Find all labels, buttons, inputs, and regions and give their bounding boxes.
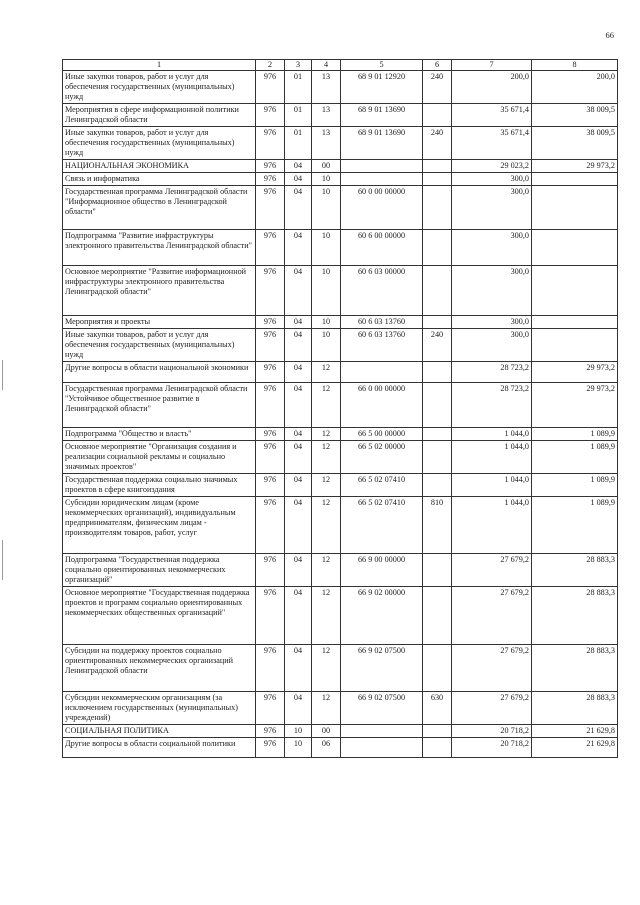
- amount-year2-cell: [532, 329, 618, 362]
- amount-year1-cell: 1 044,0: [452, 474, 532, 497]
- code-cell: 976: [256, 692, 285, 725]
- expense-type-cell: [423, 441, 452, 474]
- section-cell: 04: [285, 441, 312, 474]
- section-cell: 01: [285, 104, 312, 127]
- target-article-cell: 60 6 03 13760: [341, 329, 423, 362]
- table-row: [63, 725, 618, 738]
- amount-year1-cell: 300,0: [452, 230, 532, 266]
- row-description: Субсидии на поддержку проектов социально ориентированных некоммерческих организаций Ленинградской области: [63, 645, 256, 692]
- target-article-cell: 66 5 00 00000: [341, 428, 423, 441]
- section-cell: 10: [285, 738, 312, 758]
- amount-year2-cell: [532, 230, 618, 266]
- row-description: Основное мероприятие "Государственная поддержка проектов и программ социально ориентированных некоммерческих общественных организаций": [63, 587, 256, 645]
- target-article-cell: 68 9 01 12920: [341, 71, 423, 104]
- amount-year2-cell: 38 009,5: [532, 104, 618, 127]
- section-cell: 04: [285, 474, 312, 497]
- expense-type-cell: [423, 104, 452, 127]
- expense-type-cell: 240: [423, 329, 452, 362]
- subsection-cell: 13: [312, 127, 341, 160]
- section-cell: 04: [285, 428, 312, 441]
- amount-year1-cell: 27 679,2: [452, 692, 532, 725]
- amount-year1-cell: 20 718,2: [452, 725, 532, 738]
- amount-year2-cell: [532, 186, 618, 230]
- section-cell: 01: [285, 127, 312, 160]
- scan-edge-mark: [2, 540, 3, 580]
- subsection-cell: 10: [312, 186, 341, 230]
- header-cell: 3: [285, 60, 312, 71]
- amount-year1-cell: 27 679,2: [452, 554, 532, 587]
- header-cell: 2: [256, 60, 285, 71]
- table-row: [63, 738, 618, 758]
- subsection-cell: 12: [312, 428, 341, 441]
- amount-year2-cell: [532, 316, 618, 329]
- amount-year2-cell: 29 973,2: [532, 160, 618, 173]
- row-description: НАЦИОНАЛЬНАЯ ЭКОНОМИКА: [63, 160, 256, 173]
- table-row: [63, 441, 618, 474]
- row-description: Иные закупки товаров, работ и услуг для обеспечения государственных (муниципальных) нужд: [63, 127, 256, 160]
- expense-type-cell: [423, 383, 452, 428]
- row-description: Связь и информатика: [63, 173, 256, 186]
- header-cell: 8: [532, 60, 618, 71]
- expense-type-cell: 630: [423, 692, 452, 725]
- header-cell: 6: [423, 60, 452, 71]
- amount-year2-cell: 1 089,9: [532, 428, 618, 441]
- target-article-cell: [341, 173, 423, 186]
- code-cell: 976: [256, 71, 285, 104]
- table-row: [63, 329, 618, 362]
- amount-year2-cell: 1 089,9: [532, 474, 618, 497]
- amount-year2-cell: 28 883,3: [532, 587, 618, 645]
- code-cell: 976: [256, 645, 285, 692]
- expense-type-cell: [423, 266, 452, 316]
- row-description: Иные закупки товаров, работ и услуг для обеспечения государственных (муниципальных) нужд: [63, 329, 256, 362]
- code-cell: 976: [256, 474, 285, 497]
- code-cell: 976: [256, 127, 285, 160]
- amount-year2-cell: 28 883,3: [532, 554, 618, 587]
- amount-year1-cell: 1 044,0: [452, 428, 532, 441]
- target-article-cell: 68 9 01 13690: [341, 104, 423, 127]
- target-article-cell: 66 9 02 00000: [341, 587, 423, 645]
- code-cell: 976: [256, 554, 285, 587]
- amount-year1-cell: 1 044,0: [452, 497, 532, 554]
- amount-year2-cell: 28 883,3: [532, 692, 618, 725]
- amount-year2-cell: [532, 266, 618, 316]
- section-cell: 04: [285, 383, 312, 428]
- expense-type-cell: 240: [423, 127, 452, 160]
- amount-year2-cell: 38 009,5: [532, 127, 618, 160]
- row-description: Подпрограмма "Общество и власть": [63, 428, 256, 441]
- subsection-cell: 10: [312, 329, 341, 362]
- budget-table: [62, 59, 618, 758]
- amount-year1-cell: 300,0: [452, 266, 532, 316]
- code-cell: 976: [256, 266, 285, 316]
- target-article-cell: 68 9 01 13690: [341, 127, 423, 160]
- target-article-cell: 66 5 02 07410: [341, 474, 423, 497]
- table-row: [63, 587, 618, 645]
- target-article-cell: 66 5 02 07410: [341, 497, 423, 554]
- amount-year1-cell: 28 723,2: [452, 383, 532, 428]
- amount-year1-cell: 27 679,2: [452, 645, 532, 692]
- expense-type-cell: [423, 316, 452, 329]
- table-row: [63, 230, 618, 266]
- section-cell: 04: [285, 329, 312, 362]
- target-article-cell: 66 9 02 07500: [341, 645, 423, 692]
- amount-year1-cell: 28 723,2: [452, 362, 532, 383]
- subsection-cell: 12: [312, 474, 341, 497]
- table-header-row: [63, 60, 618, 71]
- amount-year2-cell: 29 973,2: [532, 383, 618, 428]
- target-article-cell: 66 0 00 00000: [341, 383, 423, 428]
- subsection-cell: 00: [312, 160, 341, 173]
- expense-type-cell: [423, 230, 452, 266]
- section-cell: 01: [285, 71, 312, 104]
- amount-year1-cell: 300,0: [452, 186, 532, 230]
- row-description: Другие вопросы в области социальной политики: [63, 738, 256, 758]
- amount-year2-cell: 200,0: [532, 71, 618, 104]
- header-cell: 5: [341, 60, 423, 71]
- expense-type-cell: [423, 645, 452, 692]
- subsection-cell: 12: [312, 441, 341, 474]
- subsection-cell: 12: [312, 645, 341, 692]
- target-article-cell: 60 6 03 00000: [341, 266, 423, 316]
- row-description: Подпрограмма "Развитие инфраструктуры электронного правительства Ленинградской области": [63, 230, 256, 266]
- amount-year2-cell: 21 629,8: [532, 738, 618, 758]
- target-article-cell: 60 0 00 00000: [341, 186, 423, 230]
- expense-type-cell: 240: [423, 71, 452, 104]
- subsection-cell: 12: [312, 383, 341, 428]
- subsection-cell: 00: [312, 725, 341, 738]
- row-description: Государственная программа Ленинградской области "Информационное общество в Ленинградской области": [63, 186, 256, 230]
- amount-year1-cell: 35 671,4: [452, 104, 532, 127]
- amount-year2-cell: [532, 173, 618, 186]
- subsection-cell: 06: [312, 738, 341, 758]
- target-article-cell: [341, 362, 423, 383]
- amount-year1-cell: 35 671,4: [452, 127, 532, 160]
- expense-type-cell: [423, 725, 452, 738]
- expense-type-cell: [423, 186, 452, 230]
- table-row: [63, 173, 618, 186]
- page-number: 66: [605, 30, 614, 40]
- code-cell: 976: [256, 329, 285, 362]
- scan-edge-mark: [2, 360, 3, 390]
- section-cell: 04: [285, 587, 312, 645]
- code-cell: 976: [256, 160, 285, 173]
- subsection-cell: 10: [312, 173, 341, 186]
- subsection-cell: 12: [312, 554, 341, 587]
- section-cell: 04: [285, 497, 312, 554]
- section-cell: 04: [285, 186, 312, 230]
- subsection-cell: 10: [312, 230, 341, 266]
- code-cell: 976: [256, 186, 285, 230]
- target-article-cell: 66 5 02 00000: [341, 441, 423, 474]
- table-row: [63, 316, 618, 329]
- target-article-cell: [341, 725, 423, 738]
- amount-year2-cell: 1 089,9: [532, 441, 618, 474]
- table-row: [63, 383, 618, 428]
- target-article-cell: 60 6 03 13760: [341, 316, 423, 329]
- row-description: Другие вопросы в области национальной экономики: [63, 362, 256, 383]
- table-row: [63, 266, 618, 316]
- subsection-cell: 13: [312, 104, 341, 127]
- row-description: Субсидии некоммерческим организациям (за исключением государственных (муниципальных) учреждений): [63, 692, 256, 725]
- table-row: [63, 554, 618, 587]
- row-description: Субсидии юридическим лицам (кроме некоммерческих организаций), индивидуальным предпринимателям, физическим лицам - производителям товаров, работ, услуг: [63, 497, 256, 554]
- subsection-cell: 12: [312, 497, 341, 554]
- section-cell: 04: [285, 173, 312, 186]
- code-cell: 976: [256, 230, 285, 266]
- row-description: Иные закупки товаров, работ и услуг для обеспечения государственных (муниципальных) нужд: [63, 71, 256, 104]
- amount-year2-cell: 28 883,3: [532, 645, 618, 692]
- row-description: Основное мероприятие "Организация создания и реализации социальной рекламы и социально значимых проектов": [63, 441, 256, 474]
- target-article-cell: 60 6 00 00000: [341, 230, 423, 266]
- section-cell: 10: [285, 725, 312, 738]
- code-cell: 976: [256, 362, 285, 383]
- code-cell: 976: [256, 173, 285, 186]
- section-cell: 04: [285, 645, 312, 692]
- header-cell: 1: [63, 60, 256, 71]
- row-description: СОЦИАЛЬНАЯ ПОЛИТИКА: [63, 725, 256, 738]
- section-cell: 04: [285, 230, 312, 266]
- subsection-cell: 12: [312, 692, 341, 725]
- amount-year2-cell: 1 089,9: [532, 497, 618, 554]
- expense-type-cell: [423, 173, 452, 186]
- subsection-cell: 10: [312, 266, 341, 316]
- amount-year1-cell: 200,0: [452, 71, 532, 104]
- amount-year1-cell: 20 718,2: [452, 738, 532, 758]
- row-description: Мероприятия и проекты: [63, 316, 256, 329]
- header-cell: 7: [452, 60, 532, 71]
- target-article-cell: [341, 738, 423, 758]
- expense-type-cell: [423, 554, 452, 587]
- code-cell: 976: [256, 428, 285, 441]
- expense-type-cell: [423, 362, 452, 383]
- table-row: [63, 474, 618, 497]
- table-row: [63, 362, 618, 383]
- table-row: [63, 186, 618, 230]
- amount-year2-cell: 29 973,2: [532, 362, 618, 383]
- subsection-cell: 12: [312, 362, 341, 383]
- row-description: Подпрограмма "Государственная поддержка социально ориентированных некоммерческих организаций": [63, 554, 256, 587]
- table-row: [63, 127, 618, 160]
- code-cell: 976: [256, 383, 285, 428]
- table-row: [63, 428, 618, 441]
- subsection-cell: 13: [312, 71, 341, 104]
- code-cell: 976: [256, 316, 285, 329]
- row-description: Основное мероприятие "Развитие информационной инфраструктуры электронного правительства Ленинградской области": [63, 266, 256, 316]
- section-cell: 04: [285, 692, 312, 725]
- expense-type-cell: [423, 587, 452, 645]
- subsection-cell: 10: [312, 316, 341, 329]
- table-row: [63, 160, 618, 173]
- row-description: Мероприятия в сфере информационной политики Ленинградской области: [63, 104, 256, 127]
- table-row: [63, 71, 618, 104]
- table-row: [63, 645, 618, 692]
- target-article-cell: 66 9 02 07500: [341, 692, 423, 725]
- expense-type-cell: [423, 738, 452, 758]
- code-cell: 976: [256, 104, 285, 127]
- row-description: Государственная программа Ленинградской области "Устойчивое общественное развитие в Ленинградской области": [63, 383, 256, 428]
- section-cell: 04: [285, 554, 312, 587]
- table-row: [63, 104, 618, 127]
- amount-year1-cell: 27 679,2: [452, 587, 532, 645]
- section-cell: 04: [285, 266, 312, 316]
- subsection-cell: 12: [312, 587, 341, 645]
- amount-year1-cell: 1 044,0: [452, 441, 532, 474]
- table-row: [63, 497, 618, 554]
- code-cell: 976: [256, 725, 285, 738]
- target-article-cell: 66 9 00 00000: [341, 554, 423, 587]
- expense-type-cell: [423, 474, 452, 497]
- expense-type-cell: 810: [423, 497, 452, 554]
- amount-year2-cell: 21 629,8: [532, 725, 618, 738]
- table-row: [63, 692, 618, 725]
- amount-year1-cell: 29 023,2: [452, 160, 532, 173]
- section-cell: 04: [285, 316, 312, 329]
- target-article-cell: [341, 160, 423, 173]
- expense-type-cell: [423, 160, 452, 173]
- section-cell: 04: [285, 362, 312, 383]
- code-cell: 976: [256, 441, 285, 474]
- amount-year1-cell: 300,0: [452, 329, 532, 362]
- code-cell: 976: [256, 497, 285, 554]
- expense-type-cell: [423, 428, 452, 441]
- row-description: Государственная поддержка социально значимых проектов в сфере книгоиздания: [63, 474, 256, 497]
- header-cell: 4: [312, 60, 341, 71]
- amount-year1-cell: 300,0: [452, 173, 532, 186]
- amount-year1-cell: 300,0: [452, 316, 532, 329]
- code-cell: 976: [256, 587, 285, 645]
- section-cell: 04: [285, 160, 312, 173]
- code-cell: 976: [256, 738, 285, 758]
